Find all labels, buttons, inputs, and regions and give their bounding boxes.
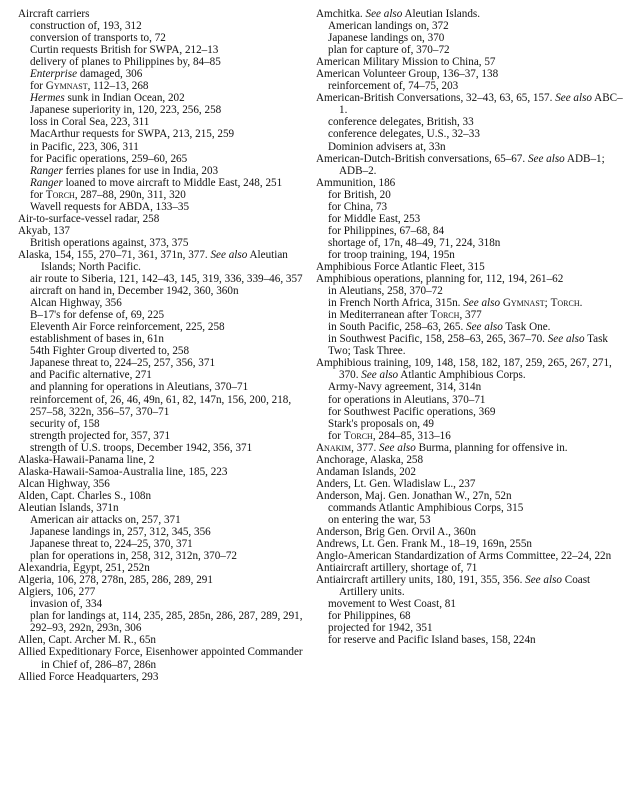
index-subentry bbox=[316, 333, 628, 357]
index-subentry bbox=[18, 285, 312, 297]
index-entry bbox=[316, 177, 628, 189]
index-entry bbox=[18, 8, 312, 20]
index-entry bbox=[316, 538, 628, 550]
index-subentry bbox=[316, 610, 628, 622]
index-subentry bbox=[18, 20, 312, 32]
index-subentry bbox=[316, 237, 628, 249]
index-subentry bbox=[316, 249, 628, 261]
entry-text: American-Dutch-British conversations, 65–67. bbox=[316, 152, 528, 165]
index-subentry bbox=[18, 598, 312, 610]
entry-text: Anderson, Maj. Gen. Jonathan W., 27n, 52n bbox=[316, 489, 512, 502]
index-entry bbox=[18, 225, 312, 237]
index-entry bbox=[18, 671, 312, 683]
index-subentry bbox=[316, 44, 628, 56]
index-subentry bbox=[18, 128, 312, 140]
index-column-right bbox=[316, 8, 628, 646]
index-entry bbox=[316, 562, 628, 574]
entry-text: Task Two; Task Three. bbox=[328, 333, 609, 358]
entry-text: and Pacific alternative, 271 bbox=[30, 369, 152, 382]
index-entry bbox=[18, 249, 312, 273]
entry-text: Eleventh Air Force reinforcement, 225, 258 bbox=[30, 321, 225, 334]
entry-text: Dominion advisers at, 33n bbox=[328, 140, 446, 153]
entry-text: Curtin requests British for SWPA, 212–13 bbox=[30, 44, 219, 57]
entry-text: Atlantic Amphibious Corps. bbox=[398, 369, 526, 382]
entry-text: Japanese landings in, 257, 312, 345, 356 bbox=[30, 526, 211, 539]
entry-text: See also bbox=[365, 8, 403, 20]
entry-text: for China, 73 bbox=[328, 200, 388, 213]
entry-text: Aleutian Islands, 371n bbox=[18, 501, 119, 514]
entry-text: movement to West Coast, 81 bbox=[328, 598, 456, 611]
entry-text: Algiers, 106, 277 bbox=[18, 586, 96, 599]
entry-text: commands Atlantic Amphibious Corps, 315 bbox=[328, 501, 524, 514]
entry-text: strength projected for, 357, 371 bbox=[30, 429, 171, 442]
entry-text: in Mediterranean after bbox=[328, 309, 431, 322]
entry-text: Alaska-Hawaii-Panama line, 2 bbox=[18, 453, 155, 466]
index-entry bbox=[18, 213, 312, 225]
entry-text: conference delegates, U.S., 32–33 bbox=[328, 128, 480, 141]
index-subentry bbox=[316, 309, 628, 321]
entry-text: for reserve and Pacific Island bases, 158, 224n bbox=[328, 634, 536, 647]
entry-text: Amphibious operations, planning for, 112, 194, 261–62 bbox=[316, 273, 564, 286]
entry-text: conference delegates, British, 33 bbox=[328, 116, 474, 129]
index-entry bbox=[316, 56, 628, 68]
entry-text: Amphibious Force Atlantic Fleet, 315 bbox=[316, 260, 485, 273]
entry-text: Burma, planning for offensive in. bbox=[415, 441, 568, 454]
entry-text: ABC–1. bbox=[339, 92, 623, 117]
index-subentry bbox=[316, 32, 628, 44]
entry-text: , 287–88, 290n, 311, 320 bbox=[74, 188, 186, 201]
entry-text: for Southwest Pacific operations, 369 bbox=[328, 405, 496, 418]
index-entry bbox=[316, 490, 628, 502]
entry-text: Andrews, Lt. Gen. Frank M., 18–19, 169n, 255n bbox=[316, 538, 532, 551]
entry-text: in Aleutians, 258, 370–72 bbox=[328, 285, 443, 298]
entry-text: sunk in Indian Ocean, 202 bbox=[64, 92, 185, 105]
entry-text: for Middle East, 253 bbox=[328, 212, 421, 225]
index-subentry bbox=[316, 141, 628, 153]
entry-text: Army-Navy agreement, 314, 314n bbox=[328, 381, 482, 394]
index-entry bbox=[316, 526, 628, 538]
entry-text: for British, 20 bbox=[328, 188, 391, 201]
index-subentry bbox=[18, 526, 312, 538]
entry-text: for bbox=[30, 80, 46, 93]
index-subentry bbox=[18, 345, 312, 357]
index-entry bbox=[18, 490, 312, 502]
entry-text: American-British Conversations, 32–43, 63, 65, 157. bbox=[316, 92, 556, 105]
entry-text: reinforcement of, 74–75, 203 bbox=[328, 80, 459, 93]
index-subentry bbox=[18, 514, 312, 526]
entry-text: on entering the war, 53 bbox=[328, 513, 431, 526]
entry-text: See also bbox=[361, 369, 399, 382]
index-subentry bbox=[316, 430, 628, 442]
entry-text: Aircraft carriers bbox=[18, 8, 90, 20]
index-subentry bbox=[316, 189, 628, 201]
index-subentry bbox=[18, 309, 312, 321]
entry-text: Gymnast bbox=[502, 297, 545, 310]
entry-text: Anders, Lt. Gen. Wladislaw L., 237 bbox=[316, 477, 476, 490]
entry-text: MacArthur requests for SWPA, 213, 215, 259 bbox=[30, 128, 235, 141]
entry-text: Japanese threat to, 224–25, 257, 356, 371 bbox=[30, 357, 216, 370]
entry-text: Algeria, 106, 278, 278n, 285, 286, 289, 291 bbox=[18, 574, 213, 587]
entry-text: delivery of planes to Philippines by, 84–85 bbox=[30, 56, 221, 69]
entry-text: Aleutian Islands; North Pacific. bbox=[41, 248, 288, 273]
entry-text: , 377. bbox=[351, 441, 380, 454]
entry-text: reinforcement of, 26, 46, 49n, 61, 82, 147n, 156, 200, 218, 257–58, 322n, 356–57, 370–71 bbox=[30, 393, 292, 418]
index-subentry bbox=[18, 273, 312, 285]
index-column-left bbox=[18, 8, 312, 683]
index-subentry bbox=[18, 442, 312, 454]
index-entry bbox=[316, 466, 628, 478]
index-subentry bbox=[18, 430, 312, 442]
entry-text: See also bbox=[379, 441, 416, 454]
entry-text: American Military Mission to China, 57 bbox=[316, 56, 496, 69]
index-subentry bbox=[316, 201, 628, 213]
index-entry bbox=[316, 8, 628, 20]
entry-text: projected for 1942, 351 bbox=[328, 622, 433, 635]
entry-text: for Philippines, 67–68, 84 bbox=[328, 224, 445, 237]
index-subentry bbox=[316, 116, 628, 128]
index-subentry bbox=[316, 394, 628, 406]
entry-text: Stark's proposals on, 49 bbox=[328, 417, 434, 430]
entry-text: Enterprise bbox=[30, 68, 78, 81]
index-subentry bbox=[18, 80, 312, 92]
entry-text: ; bbox=[544, 297, 551, 310]
entry-text: Air-to-surface-vessel radar, 258 bbox=[18, 212, 160, 225]
entry-text: Hermes bbox=[30, 92, 65, 105]
entry-text: Antiaircraft artillery, shortage of, 71 bbox=[316, 562, 478, 575]
entry-text: Ranger bbox=[30, 164, 63, 177]
entry-text: . bbox=[579, 297, 583, 310]
entry-text: security of, 158 bbox=[30, 417, 100, 430]
entry-text: See also bbox=[463, 297, 501, 310]
index-entry bbox=[316, 574, 628, 598]
index-entry bbox=[316, 478, 628, 490]
index-subentry bbox=[18, 610, 312, 634]
index-subentry bbox=[18, 153, 312, 165]
entry-text: strength of U.S. troops, December 1942, 356, 371 bbox=[30, 441, 253, 454]
entry-text: Anderson, Brig Gen. Orvil A., 360n bbox=[316, 526, 476, 539]
entry-text: Ammunition, 186 bbox=[316, 176, 396, 189]
index-subentry bbox=[316, 285, 628, 297]
entry-text: Antiaircraft artillery units, 180, 191, 355, 356. bbox=[316, 574, 526, 587]
entry-text: See also bbox=[525, 574, 562, 587]
entry-text: British operations against, 373, 375 bbox=[30, 236, 189, 249]
entry-text: B–17's for defense of, 69, 225 bbox=[30, 309, 165, 322]
index-subentry bbox=[316, 514, 628, 526]
entry-text: plan for capture of, 370–72 bbox=[328, 44, 450, 57]
entry-text: for bbox=[328, 429, 344, 442]
entry-text: and planning for operations in Aleutians, 370–71 bbox=[30, 381, 249, 394]
entry-text: aircraft on hand in, December 1942, 360, 360n bbox=[30, 285, 239, 298]
index-entry bbox=[18, 454, 312, 466]
index-subentry bbox=[18, 68, 312, 80]
entry-text: Gymnast bbox=[45, 80, 88, 93]
entry-text: Ranger bbox=[30, 176, 63, 189]
index-entry bbox=[316, 92, 628, 116]
index-entry bbox=[316, 261, 628, 273]
index-subentry bbox=[316, 80, 628, 92]
entry-text: establishment of bases in, 61n bbox=[30, 333, 164, 346]
entry-text: Allen, Capt. Archer M. R., 65n bbox=[18, 634, 157, 647]
index-subentry bbox=[18, 92, 312, 104]
entry-text: in Southwest Pacific, 158, 258–63, 265, 367–70. bbox=[328, 333, 548, 346]
index-subentry bbox=[18, 116, 312, 128]
index-subentry bbox=[18, 297, 312, 309]
entry-text: Alaska, 154, 155, 270–71, 361, 371n, 377. bbox=[18, 248, 211, 261]
entry-text: for bbox=[30, 188, 46, 201]
index-subentry bbox=[18, 538, 312, 550]
entry-text: Japanese superiority in, 120, 223, 256, 258 bbox=[30, 104, 222, 117]
index-subentry bbox=[316, 634, 628, 646]
index-subentry bbox=[18, 237, 312, 249]
entry-text: Allied Expeditionary Force, Eisenhower appointed Commander in Chief of, 286–87, 286n bbox=[18, 646, 303, 671]
entry-text: See also bbox=[555, 92, 593, 105]
entry-text: , 112–13, 268 bbox=[87, 80, 149, 93]
entry-text: air route to Siberia, 121, 142–43, 145, 319, 336, 339–46, 357 bbox=[30, 273, 303, 286]
index-subentry bbox=[18, 32, 312, 44]
index-entry bbox=[18, 634, 312, 646]
index-subentry bbox=[18, 321, 312, 333]
index-subentry bbox=[18, 357, 312, 369]
index-subentry bbox=[18, 394, 312, 418]
entry-text: ADB–1; ADB–2. bbox=[339, 152, 605, 177]
index-subentry bbox=[316, 225, 628, 237]
index-subentry bbox=[316, 406, 628, 418]
entry-text: damaged, 306 bbox=[77, 68, 143, 81]
index-subentry bbox=[316, 381, 628, 393]
index-subentry bbox=[316, 598, 628, 610]
index-subentry bbox=[316, 502, 628, 514]
entry-text: for operations in Aleutians, 370–71 bbox=[328, 393, 486, 406]
index-subentry bbox=[18, 201, 312, 213]
entry-text: Japanese landings on, 370 bbox=[328, 32, 445, 45]
index-entry bbox=[316, 357, 628, 381]
index-subentry bbox=[18, 550, 312, 562]
index-entry bbox=[18, 502, 312, 514]
entry-text: ferries planes for use in India, 203 bbox=[62, 164, 219, 177]
entry-text: for troop training, 194, 195n bbox=[328, 248, 455, 261]
entry-text: Aleutian Islands. bbox=[402, 8, 481, 20]
index-subentry bbox=[316, 297, 628, 309]
entry-text: for Philippines, 68 bbox=[328, 610, 411, 623]
index-subentry bbox=[18, 141, 312, 153]
entry-text: , 377 bbox=[459, 309, 482, 322]
index-subentry bbox=[316, 128, 628, 140]
entry-text: Wavell requests for ABDA, 133–35 bbox=[30, 200, 190, 213]
entry-text: Akyab, 137 bbox=[18, 224, 70, 237]
entry-text: Andaman Islands, 202 bbox=[316, 465, 416, 478]
index-subentry bbox=[18, 369, 312, 381]
index-subentry bbox=[18, 56, 312, 68]
index-subentry bbox=[18, 44, 312, 56]
entry-text: loaned to move aircraft to Middle East, 248, 251 bbox=[62, 176, 283, 189]
entry-text: Alcan Highway, 356 bbox=[30, 297, 122, 310]
index-entry bbox=[18, 562, 312, 574]
index-subentry bbox=[18, 189, 312, 201]
entry-text: See also bbox=[547, 333, 585, 346]
entry-text: Anakim bbox=[316, 441, 352, 454]
index-subentry bbox=[18, 165, 312, 177]
entry-text: in French North Africa, 315n. bbox=[328, 297, 464, 310]
index-subentry bbox=[18, 333, 312, 345]
index-subentry bbox=[18, 104, 312, 116]
entry-text: Anchorage, Alaska, 258 bbox=[316, 453, 424, 466]
index-subentry bbox=[316, 418, 628, 430]
entry-text: Coast Artillery units. bbox=[339, 574, 591, 599]
entry-text: Torch bbox=[550, 297, 580, 310]
entry-text: plan for landings at, 114, 235, 285, 285n, 286, 287, 289, 291, 292–93, 292n, 293n, 306 bbox=[30, 610, 303, 635]
entry-text: plan for operations in, 258, 312, 312n, 370–72 bbox=[30, 550, 238, 563]
entry-text: 54th Fighter Group diverted to, 258 bbox=[30, 345, 190, 358]
entry-text: construction of, 193, 312 bbox=[30, 20, 142, 33]
entry-text: Torch bbox=[343, 429, 373, 442]
index-subentry bbox=[316, 20, 628, 32]
entry-text: loss in Coral Sea, 223, 311 bbox=[30, 116, 150, 129]
index-entry bbox=[316, 68, 628, 80]
index-subentry bbox=[316, 213, 628, 225]
entry-text: American landings on, 372 bbox=[328, 20, 449, 33]
entry-text: Alcan Highway, 356 bbox=[18, 477, 110, 490]
entry-text: See also bbox=[527, 152, 565, 165]
index-subentry bbox=[316, 622, 628, 634]
index-entry bbox=[18, 574, 312, 586]
index-entry bbox=[18, 646, 312, 670]
index-entry bbox=[316, 454, 628, 466]
entry-text: Torch bbox=[430, 309, 460, 322]
entry-text: American air attacks on, 257, 371 bbox=[30, 513, 181, 526]
index-subentry bbox=[316, 321, 628, 333]
entry-text: Torch bbox=[45, 188, 75, 201]
index-entry bbox=[316, 153, 628, 177]
index-entry bbox=[18, 466, 312, 478]
entry-text: Anglo-American Standardization of Arms Committee, 22–24, 22n bbox=[316, 550, 612, 563]
entry-text: See also bbox=[466, 321, 503, 334]
entry-text: Alden, Capt. Charles S., 108n bbox=[18, 489, 152, 502]
entry-text: for Pacific operations, 259–60, 265 bbox=[30, 152, 188, 165]
index-subentry bbox=[18, 177, 312, 189]
index-subentry bbox=[18, 418, 312, 430]
entry-text: Japanese threat to, 224–25, 370, 371 bbox=[30, 538, 193, 551]
index-entry bbox=[18, 478, 312, 490]
entry-text: See also bbox=[210, 248, 248, 261]
entry-text: shortage of, 17n, 48–49, 71, 224, 318n bbox=[328, 236, 501, 249]
index-entry bbox=[316, 550, 628, 562]
entry-text: Alexandria, Egypt, 251, 252n bbox=[18, 562, 150, 575]
entry-text: in South Pacific, 258–63, 265. bbox=[328, 321, 467, 334]
entry-text: Allied Force Headquarters, 293 bbox=[18, 670, 159, 683]
entry-text: conversion of transports to, 72 bbox=[30, 32, 166, 45]
entry-text: American Volunteer Group, 136–37, 138 bbox=[316, 68, 499, 81]
index-entry bbox=[316, 442, 628, 454]
entry-text: Alaska-Hawaii-Samoa-Australia line, 185, 223 bbox=[18, 465, 228, 478]
entry-text: , 284–85, 313–16 bbox=[372, 429, 451, 442]
index-subentry bbox=[18, 381, 312, 393]
entry-text: Amphibious training, 109, 148, 158, 182, 187, 259, 265, 267, 271, 370. bbox=[316, 357, 612, 382]
index-entry bbox=[316, 273, 628, 285]
entry-text: Amchitka. bbox=[316, 8, 366, 20]
entry-text: invasion of, 334 bbox=[30, 598, 103, 611]
entry-text: Task One. bbox=[502, 321, 551, 334]
entry-text: in Pacific, 223, 306, 311 bbox=[30, 140, 139, 153]
index-entry bbox=[18, 586, 312, 598]
